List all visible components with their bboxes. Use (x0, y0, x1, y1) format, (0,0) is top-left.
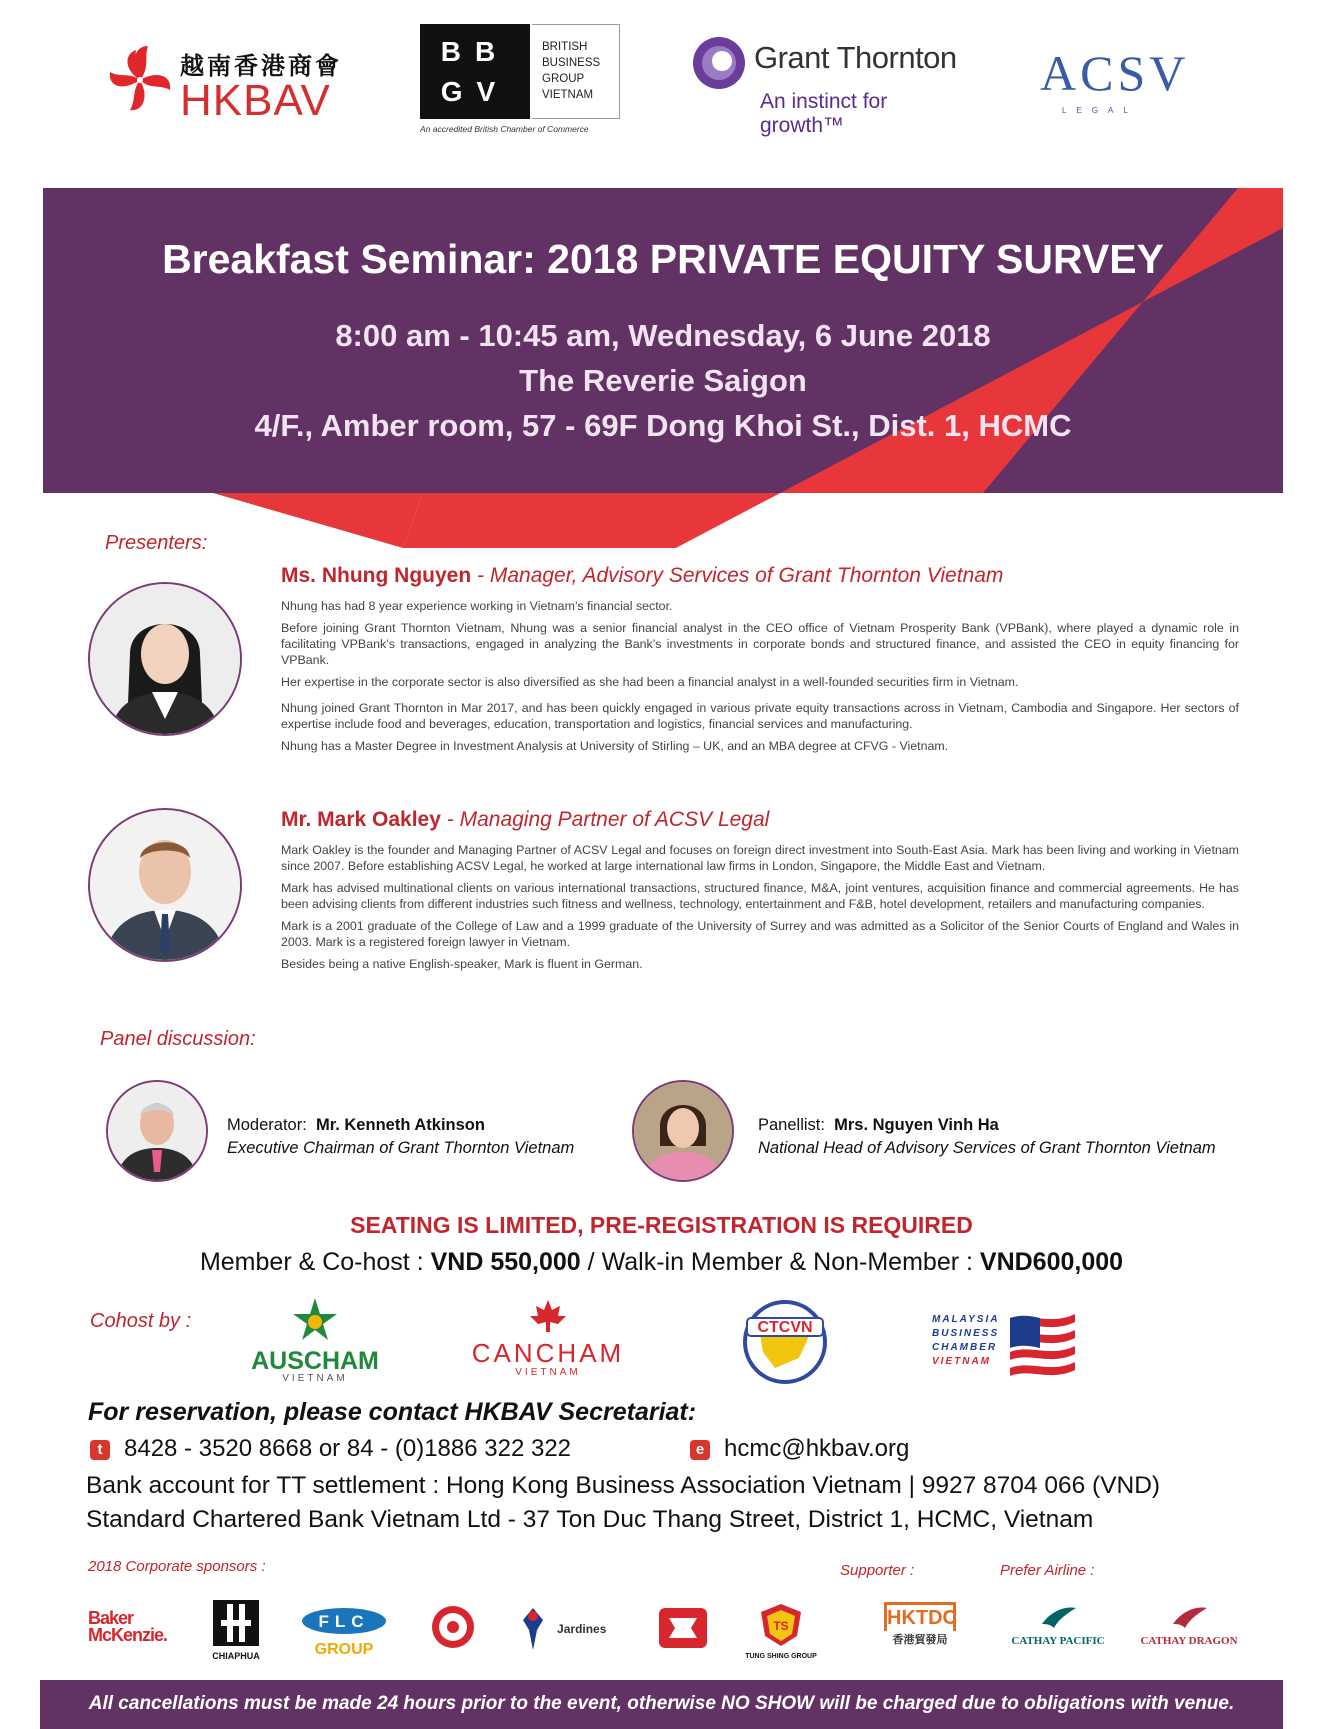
sponsor-hkbav (428, 1604, 478, 1655)
supporter-label: Supporter : (840, 1562, 915, 1579)
chamber-name-line: BUSINESS (932, 1328, 1000, 1339)
tung-shing-name: TUNG SHING GROUP (745, 1653, 817, 1660)
bio-paragraph: Before joining Grant Thornton Vietnam, Nhung was a senior financial analyst in the CEO office of Vietnam Prosperity Bank (VPBank), where played a dynamic role in facilitating VPBank’s transactions, engaged in analyzing the Bank’s investments in corporate bonds and structured finance, and assisted the CEO in equity financing for VPBank. (281, 621, 1239, 667)
maple-leaf-icon (528, 1298, 568, 1334)
event-address: 4/F., Amber room, 57 - 69F Dong Khoi St., Dist. 1, HCMC (254, 408, 1072, 443)
jardines-thistle-icon (513, 1604, 553, 1654)
chamber-name-line: MALAYSIA (932, 1314, 1000, 1325)
bio-paragraph: Mark Oakley is the founder and Managing Partner of ACSV Legal and focuses on foreign direct investment into South-East Asia. Mark has been living and working in Vietnam since 2007. Before establishing ACSV Legal, he worked at large international law firms in London, Singapore, the Middle East and Vietnam. (281, 843, 1239, 873)
star-icon (287, 1296, 343, 1344)
flc-group-name: GROUP (314, 1641, 374, 1658)
globe-icon (739, 1298, 831, 1384)
presenter-name: Mr. Mark Oakley (281, 808, 441, 831)
grant-thornton-logo (690, 28, 970, 137)
grant-thornton-name: Grant Thornton (754, 40, 957, 75)
sponsor-jardines (512, 1604, 607, 1654)
hkbav-logo (100, 40, 360, 125)
email-row (690, 1435, 909, 1463)
panel-name: Mrs. Nguyen Vinh Ha (834, 1116, 999, 1134)
jardines-name: Jardines (557, 1622, 607, 1636)
bbgv-name-line: VIETNAM (542, 89, 594, 101)
sponsor-sun-wah (648, 1604, 718, 1657)
bio-paragraph: Mark is a 2001 graduate of the College of Law and a 1999 graduate of the University of Surrey and was admitted as a Solicitor of the Senior Courts of England and Wales in 2003. Mark is a registered foreign lawyer in Vietnam. (281, 919, 1239, 949)
cathay-brushwing-icon (1038, 1604, 1078, 1630)
panel-panellist (758, 1114, 1216, 1160)
hktdc-cn: 香港貿發局 (892, 1634, 948, 1646)
presenter-title: - Manager, Advisory Services of Grant Thornton Vietnam (477, 564, 1004, 587)
panel-moderator (227, 1114, 574, 1160)
chiaphua-icon (213, 1600, 259, 1646)
chamber-name-line: VIETNAM (932, 1356, 991, 1367)
panel-title: National Head of Advisory Services of Grant Thornton Vietnam (758, 1139, 1216, 1157)
pricing-line (0, 1248, 1323, 1277)
ctcvn-logo (736, 1298, 834, 1388)
cathay-dragon-name: CATHAY DRAGON (1140, 1635, 1238, 1647)
bank-line-2: Standard Chartered Bank Vietnam Ltd - 37 Ton Duc Thang Street, District 1, HCMC, Vietnam (86, 1506, 1094, 1533)
sponsor-chiaphua (206, 1600, 266, 1661)
ctcvn-name: CTCVN (757, 1319, 813, 1336)
bbgv-row1: BB (440, 36, 510, 67)
price-separator: / (587, 1248, 595, 1276)
sun-wah-icon (655, 1604, 711, 1652)
bbgv-name (532, 24, 620, 119)
phone-number[interactable]: 8428 - 3520 8668 or 84 - (0)1886 322 322 (124, 1435, 572, 1462)
bbgv-name-line: BRITISH (542, 41, 588, 53)
flc-icon (299, 1606, 389, 1636)
grant-thornton-tagline: An instinct for growth™ (760, 90, 888, 137)
hkbav-english-name: HKBAV (180, 76, 331, 125)
person-photo-icon (90, 584, 240, 734)
bio-paragraph: Her expertise in the corporate sector is also diversified as she had been a financial analyst in a well-founded securities firm in Vietnam. (281, 675, 1019, 689)
bauhinia-flower-icon (430, 1604, 476, 1650)
person-photo-icon (90, 810, 240, 960)
auscham-logo (250, 1296, 380, 1386)
presenter-name-row (281, 564, 1003, 588)
event-venue: The Reverie Saigon (519, 363, 807, 398)
malaysia-flag-icon (930, 1308, 1080, 1383)
email-icon: e (690, 1440, 710, 1460)
airline-label: Prefer Airline : (1000, 1562, 1095, 1579)
airline-cathay-dragon (1134, 1604, 1244, 1647)
tung-shing-shield-icon (757, 1602, 805, 1648)
registration-notice: SEATING IS LIMITED, PRE-REGISTRATION IS REQUIRED (350, 1212, 973, 1238)
bio-paragraph: Mark has advised multinational clients on various international transactions, structured finance, M&A, joint ventures, acquisition finance and commercial agreements. He has been advising clients from different industries such fitness and wellness, technology, entertainment and F&B, hotel development, retailers and manufacturing companies. (281, 881, 1239, 911)
cathay-brushwing-icon (1169, 1604, 1209, 1630)
bbgv-name-line: BUSINESS (542, 57, 601, 69)
avatar-nhung-nguyen (88, 582, 242, 736)
grant-thornton-swirl-icon (690, 34, 748, 92)
bbgv-name-line: GROUP (542, 73, 585, 85)
presenter-bio (281, 598, 1239, 760)
bbgv-mark (420, 24, 530, 119)
presenter-bio (281, 842, 1239, 978)
presenter-name: Ms. Nhung Nguyen (281, 564, 472, 587)
hkbav-chinese-name: 越南香港商會 (180, 52, 342, 80)
bank-line-1: Bank account for TT settlement : Hong Kong Business Association Vietnam | 9927 8704 066 (VND) (86, 1472, 1161, 1499)
malaysia-chamber-logo (930, 1308, 1080, 1383)
bio-paragraph: Nhung has had 8 year experience working in Vietnam’s financial sector. (281, 599, 673, 613)
avatar-nguyen-vinh-ha (632, 1080, 734, 1182)
bio-paragraph: Besides being a native English-speaker, Mark is fluent in German. (281, 957, 643, 971)
walkin-label: Walk-in Member & Non-Member : (601, 1248, 973, 1276)
phone-icon: t (90, 1440, 110, 1460)
acsv-logo (1040, 44, 1210, 124)
walkin-price: VND600,000 (979, 1248, 1124, 1276)
chamber-name-line: CHAMBER (932, 1342, 998, 1353)
hktdc-name: HKTDC (884, 1602, 956, 1631)
phone-row (90, 1435, 571, 1463)
cancham-sub: VIETNAM (515, 1367, 581, 1378)
cohost-label: Cohost by : (90, 1310, 192, 1332)
person-photo-icon (108, 1082, 206, 1180)
event-time: 8:00 am - 10:45 am, Wednesday, 6 June 2018 (335, 318, 991, 353)
event-title: Breakfast Seminar: 2018 PRIVATE EQUITY SURVEY (162, 236, 1164, 282)
panel-label: Panel discussion: (100, 1028, 256, 1050)
airline-cathay-pacific (1008, 1604, 1108, 1647)
person-photo-icon (634, 1082, 732, 1180)
auscham-sub: VIETNAM (282, 1373, 348, 1384)
sponsor-baker-mckenzie: Baker McKenzie. (88, 1608, 168, 1645)
presenter-name-row (281, 808, 769, 832)
presenters-label: Presenters: (105, 532, 208, 554)
bbgv-logo (420, 24, 620, 139)
email-address[interactable]: hcmc@hkbav.org (724, 1435, 910, 1462)
bbgv-tagline: An accredited British Chamber of Commerce (420, 124, 589, 134)
supporter-hktdc (884, 1602, 956, 1647)
bbgv-row2: GV (440, 76, 510, 107)
acsv-name: ACSV (1040, 45, 1190, 101)
panel-name: Mr. Kenneth Atkinson (315, 1116, 485, 1134)
cancham-name: CANCHAM (471, 1338, 625, 1368)
panel-title: Executive Chairman of Grant Thornton Vietnam (227, 1139, 575, 1157)
cathay-pacific-name: CATHAY PACIFIC (1011, 1635, 1105, 1647)
cancham-logo (468, 1298, 628, 1388)
avatar-mark-oakley (88, 808, 242, 962)
contact-title: For reservation, please contact HKBAV Secretariat: (88, 1398, 697, 1426)
member-label: Member & Co-host : (199, 1248, 424, 1276)
auscham-name: AUSCHAM (251, 1347, 379, 1375)
bauhinia-flower-icon (100, 40, 180, 120)
bio-paragraph: Nhung joined Grant Thornton in Mar 2017, and has been quickly engaged in various private equity transactions across in Vietnam, Cambodia and Singapore. Her sectors of expertise include food and beverages, education, transportation and logistics, financial services and manufacturing. (281, 701, 1239, 731)
sponsor-tung-shing (736, 1602, 826, 1660)
bio-paragraph: Nhung has a Master Degree in Investment Analysis at University of Stirling – UK, and an MBA degree at CFVG - Vietnam. (281, 739, 949, 753)
member-price: VND 550,000 (430, 1248, 581, 1276)
panel-role: Panellist: (758, 1116, 825, 1134)
cancellation-footer: All cancellations must be made 24 hours prior to the event, otherwise NO SHOW will be charged due to obligations with venue. (40, 1680, 1283, 1729)
presenter-title: - Managing Partner of ACSV Legal (446, 808, 770, 831)
sponsors-label: 2018 Corporate sponsors : (88, 1558, 266, 1575)
tung-shing-mark: TS (773, 1619, 789, 1633)
avatar-kenneth-atkinson (106, 1080, 208, 1182)
flc-name: FLC (318, 1612, 370, 1631)
acsv-legal: LEGAL (1062, 106, 1138, 115)
chiaphua-name: CHIAPHUA (212, 1651, 260, 1661)
sponsor-flc-group (298, 1606, 390, 1659)
panel-role: Moderator: (227, 1116, 307, 1134)
